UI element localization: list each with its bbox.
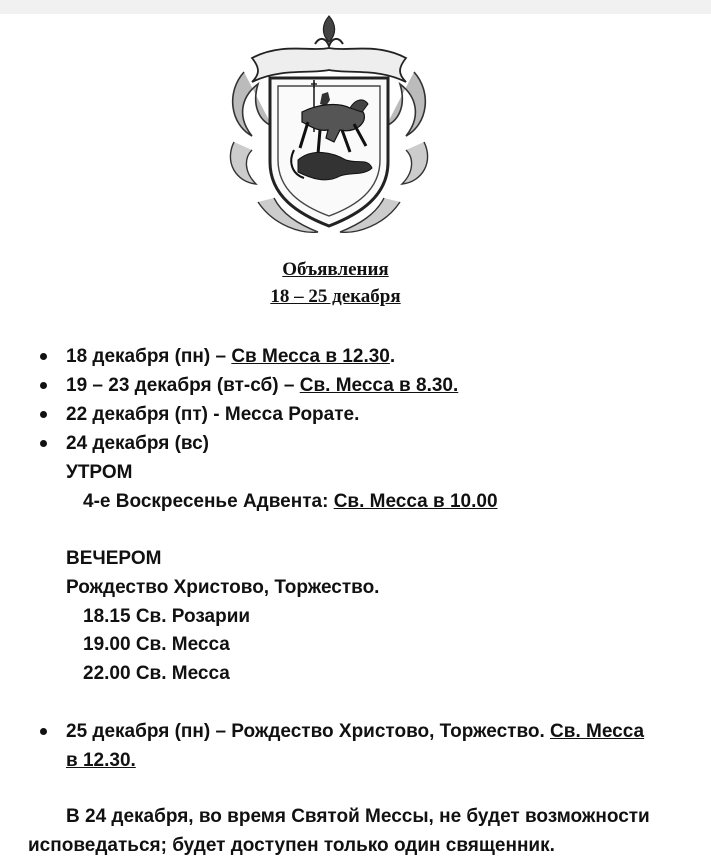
mass-link[interactable]: Св Месса в 12.30 <box>231 346 390 367</box>
item-text: 19 – 23 декабря (вт-сб) – <box>66 375 300 396</box>
page-title: Объявления <box>282 259 389 280</box>
evening-label: ВЕЧЕРОМ <box>66 548 162 569</box>
morning-label: УТРОМ <box>66 462 133 483</box>
list-item-dec24: 24 декабря (вс) <box>66 433 210 454</box>
bullet-icon <box>40 382 47 389</box>
notice-line-2: исповедаться; будет доступен только один священник. <box>28 835 555 856</box>
item-text: 25 декабря (пн) – Рождество Христово, Торжество. <box>66 721 551 742</box>
mass-link-time[interactable]: в 12.30. <box>66 750 136 771</box>
mass-link[interactable]: Св. Месса в 8.30. <box>299 375 459 396</box>
christmas-feast: Рождество Христово, Торжество. <box>66 577 380 598</box>
item-text: 18 декабря (пн) – <box>66 346 232 367</box>
notice-line-1: В 24 декабря, во время Святой Мессы, не будет возможности <box>66 806 650 827</box>
date-range-title: 18 – 25 декабря <box>270 286 401 307</box>
advent-line <box>83 490 498 514</box>
bullet-icon <box>40 728 47 735</box>
bullet-icon <box>40 353 47 360</box>
evening-time: 22.00 Св. Месса <box>83 663 230 684</box>
bullet-icon <box>40 440 47 447</box>
list-item-dec25 <box>66 720 644 744</box>
bullet-icon <box>40 411 47 418</box>
evening-time: 18.15 Св. Розарии <box>83 606 251 627</box>
list-item-dec22: 22 декабря (пт) - Месса Рорате. <box>66 404 360 425</box>
mass-link[interactable]: Св. Месса в 10.00 <box>333 491 498 512</box>
st-george-coat-of-arms-icon <box>222 12 436 250</box>
advent-text: 4-е Воскресенье Адвента: <box>83 491 334 512</box>
item-suffix: . <box>389 346 396 367</box>
evening-time: 19.00 Св. Месса <box>83 634 230 655</box>
mass-link[interactable]: Св. Месса <box>550 721 645 742</box>
list-item-dec19-23 <box>66 374 458 398</box>
list-item-dec18 <box>66 345 395 369</box>
